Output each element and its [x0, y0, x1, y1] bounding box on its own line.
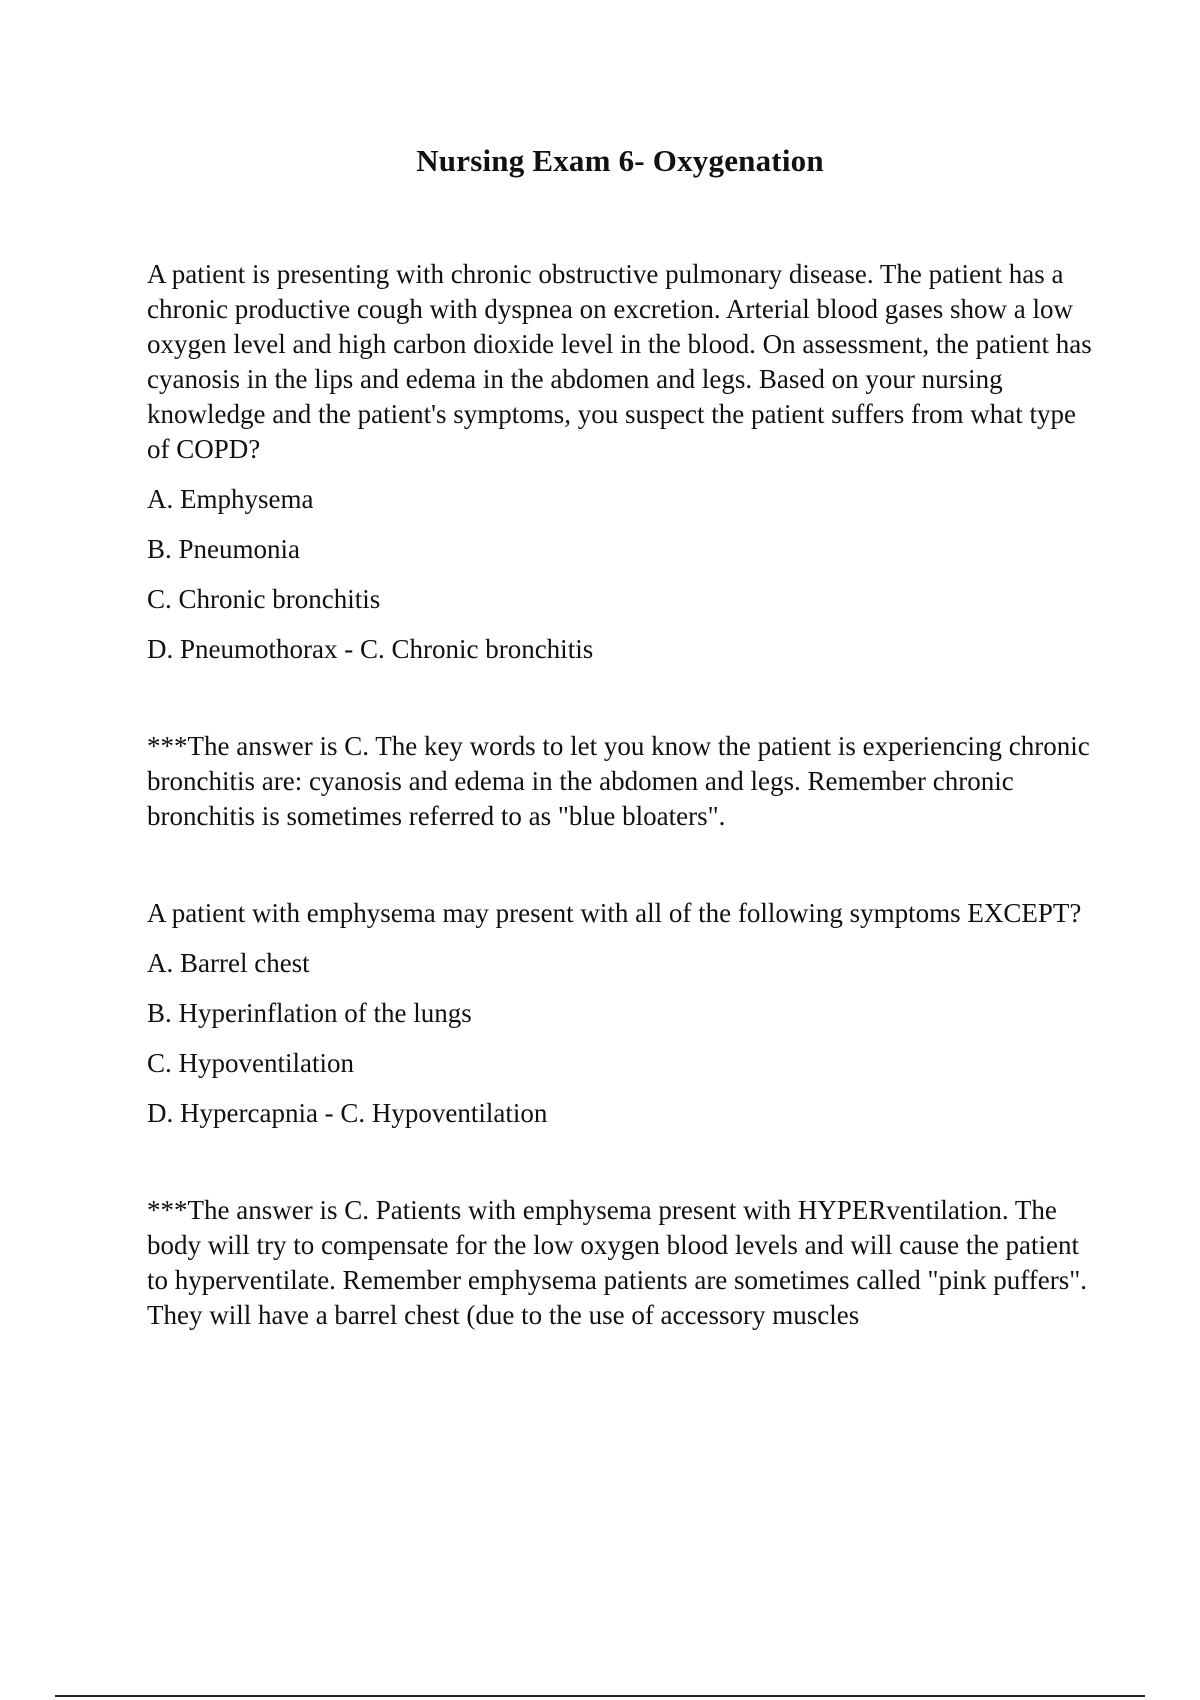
footer-divider [55, 1695, 1145, 1697]
question-2-option-b: B. Hyperinflation of the lungs [147, 998, 472, 1028]
question-2-explanation: ***The answer is C. Patients with emphysema present with HYPERventilation. The body will try to compensate for the low oxygen blood levels and will cause the patient to hyperventilate. Remember emphysema patients are sometimes called "pink puffers". They will have a barrel chest (due to the use of accessory muscles [147, 1195, 1088, 1330]
question-2-options [147, 946, 1097, 1131]
question-2-option-d: D. Hypercapnia - C. Hypoventilation [147, 1098, 548, 1128]
page-title: Nursing Exam 6- Oxygenation [416, 143, 824, 178]
question-2-option-a: A. Barrel chest [147, 948, 310, 978]
question-1 [147, 257, 1097, 834]
question-1-option-d: D. Pneumothorax - C. Chronic bronchitis [147, 634, 594, 664]
question-1-option-b: B. Pneumonia [147, 534, 300, 564]
question-1-stem: A patient is presenting with chronic obstructive pulmonary disease. The patient has a chronic productive cough with dyspnea on excretion. Arterial blood gases show a low oxygen level and high carbon dioxide level in the blood. On assessment, the patient has cyanosis in the lips and edema in the abdomen and legs. Based on your nursing knowledge and the patient's symptoms, you suspect the patient suffers from what type of COPD? [147, 259, 1092, 464]
question-2 [147, 896, 1097, 1333]
document-body [147, 257, 1097, 1333]
question-1-option-a: A. Emphysema [147, 484, 314, 514]
question-2-stem: A patient with emphysema may present with all of the following symptoms EXCEPT? [147, 898, 1082, 928]
question-1-options [147, 482, 1097, 667]
question-1-explanation: ***The answer is C. The key words to let you know the patient is experiencing chronic bronchitis are: cyanosis and edema in the abdomen and legs. Remember chronic bronchitis is sometimes referred to as "blue bloaters". [147, 731, 1090, 831]
question-1-option-c: C. Chronic bronchitis [147, 584, 381, 614]
question-2-option-c: C. Hypoventilation [147, 1048, 354, 1078]
